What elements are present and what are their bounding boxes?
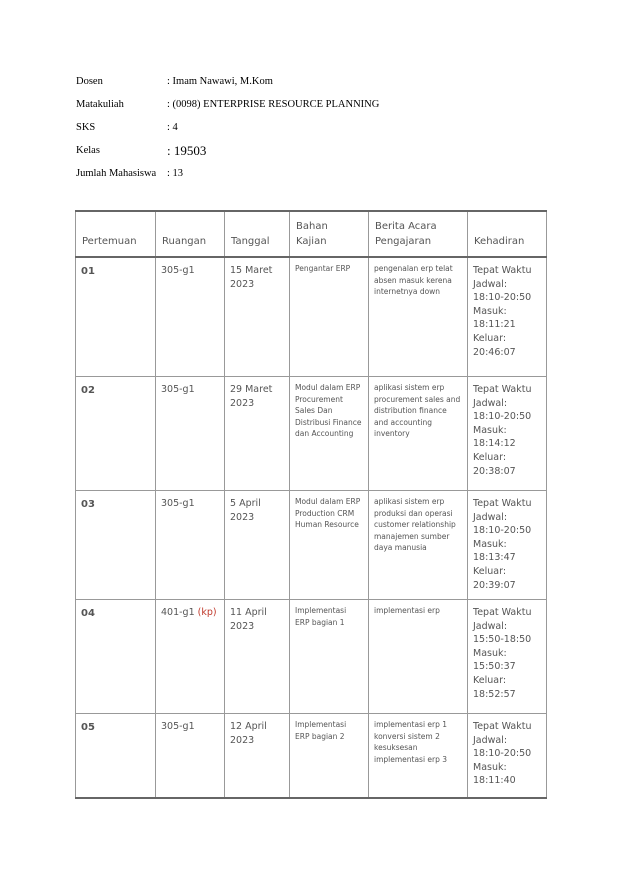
kehadiran-line: 18:10-20:50: [473, 525, 532, 537]
kehadiran-line: Jadwal:: [473, 620, 508, 632]
kehadiran-line: Keluar:: [473, 451, 507, 463]
kehadiran-line: 18:52:57: [473, 688, 516, 700]
cell-pertemuan: 02: [76, 377, 156, 491]
cell-tanggal: 12 April 2023: [225, 714, 290, 799]
cell-tanggal: 11 April 2023: [225, 600, 290, 714]
cell-bahan-kajian: Modul dalam ERP Procurement Sales Dan Distribusi Finance dan Accounting: [290, 377, 369, 491]
kehadiran-line: 18:11:40: [473, 775, 516, 787]
cell-ruangan: [156, 714, 225, 799]
info-label: Jumlah Mahasiswa: [76, 168, 157, 179]
cell-ruangan: [156, 600, 225, 714]
cell-berita-acara: aplikasi sistem erp procurement sales and distribution finance and accounting inventory: [369, 377, 468, 491]
kehadiran-line: Tepat Waktu: [473, 384, 532, 395]
cell-ruangan: [156, 491, 225, 600]
kehadiran-line: 20:38:07: [473, 465, 516, 477]
kehadiran-line: Keluar:: [473, 565, 507, 577]
kehadiran-line: Masuk:: [473, 305, 507, 317]
info-value: : (0098) ENTERPRISE RESOURCE PLANNING: [167, 99, 380, 110]
header-berita-acara: [369, 211, 468, 257]
header-line: Kajian: [296, 236, 327, 247]
header-kehadiran: Kehadiran: [468, 211, 547, 257]
cell-bahan-kajian: Modul dalam ERP Production CRM Human Resource: [290, 491, 369, 600]
header-line: Pengajaran: [375, 236, 432, 247]
attendance-table-wrapper: [75, 210, 546, 799]
ruangan-code: 305-g1: [161, 721, 195, 732]
info-value: : 19503: [167, 143, 207, 158]
header-bahan-kajian: [290, 211, 369, 257]
header-pertemuan: Pertemuan: [76, 211, 156, 257]
kehadiran-line: Masuk:: [473, 761, 507, 773]
cell-tanggal: 15 Maret 2023: [225, 257, 290, 377]
info-value: : 13: [167, 168, 184, 179]
cell-bahan-kajian: Implementasi ERP bagian 2: [290, 714, 369, 799]
cell-tanggal: 5 April 2023: [225, 491, 290, 600]
cell-pertemuan: 05: [76, 714, 156, 799]
kehadiran-line: 18:14:12: [473, 438, 516, 450]
kehadiran-line: 15:50-18:50: [473, 634, 532, 646]
kehadiran-line: Tepat Waktu: [473, 721, 532, 732]
cell-berita-acara: implementasi erp: [369, 600, 468, 714]
kehadiran-line: 18:11:21: [473, 319, 516, 331]
table-row: [76, 600, 547, 714]
ruangan-code: 305-g1: [161, 384, 195, 395]
info-label: Matakuliah: [76, 99, 124, 110]
table-row: [76, 377, 547, 491]
kehadiran-line: Jadwal:: [473, 511, 508, 523]
cell-kehadiran: [468, 377, 547, 491]
kehadiran-line: 18:10-20:50: [473, 292, 532, 304]
kehadiran-line: Jadwal:: [473, 397, 508, 409]
header-line: Berita Acara: [375, 221, 437, 232]
cell-kehadiran: [468, 257, 547, 377]
kehadiran-line: 18:13:47: [473, 552, 516, 564]
cell-berita-acara: aplikasi sistem erp produksi dan operasi customer relationship manajemen sumber daya manusia: [369, 491, 468, 600]
cell-pertemuan: 01: [76, 257, 156, 377]
cell-pertemuan: 03: [76, 491, 156, 600]
info-value: : 4: [167, 122, 178, 133]
kehadiran-line: 20:46:07: [473, 346, 516, 358]
kehadiran-line: Masuk:: [473, 647, 507, 659]
kehadiran-line: Jadwal:: [473, 278, 508, 290]
cell-kehadiran: [468, 714, 547, 799]
kehadiran-line: Keluar:: [473, 332, 507, 344]
table-header-row: [76, 211, 547, 257]
ruangan-note: (kp): [197, 607, 217, 618]
header-ruangan: Ruangan: [156, 211, 225, 257]
kehadiran-line: 18:10-20:50: [473, 748, 532, 760]
cell-kehadiran: [468, 600, 547, 714]
info-label: SKS: [76, 122, 96, 133]
cell-pertemuan: 04: [76, 600, 156, 714]
cell-ruangan: [156, 257, 225, 377]
cell-tanggal: 29 Maret 2023: [225, 377, 290, 491]
info-value: : Imam Nawawi, M.Kom: [167, 76, 273, 87]
cell-ruangan: [156, 377, 225, 491]
table-row: [76, 257, 547, 377]
header-tanggal: Tanggal: [225, 211, 290, 257]
info-label: Kelas: [76, 145, 100, 156]
kehadiran-line: Masuk:: [473, 538, 507, 550]
cell-berita-acara: pengenalan erp telat absen masuk kerena internetnya down: [369, 257, 468, 377]
kehadiran-line: Tepat Waktu: [473, 607, 532, 618]
info-label: Dosen: [76, 76, 103, 87]
kehadiran-line: Keluar:: [473, 674, 507, 686]
cell-berita-acara: implementasi erp 1 konversi sistem 2 kesuksesan implementasi erp 3: [369, 714, 468, 799]
cell-bahan-kajian: Implementasi ERP bagian 1: [290, 600, 369, 714]
kehadiran-line: Tepat Waktu: [473, 265, 532, 276]
cell-bahan-kajian: Pengantar ERP: [290, 257, 369, 377]
kehadiran-line: 18:10-20:50: [473, 411, 532, 423]
cell-kehadiran: [468, 491, 547, 600]
ruangan-code: 305-g1: [161, 265, 195, 276]
ruangan-code: 305-g1: [161, 498, 195, 509]
kehadiran-line: Jadwal:: [473, 734, 508, 746]
header-line: Bahan: [296, 221, 328, 232]
kehadiran-line: 20:39:07: [473, 579, 516, 591]
kehadiran-line: 15:50:37: [473, 661, 516, 673]
table-row: [76, 714, 547, 799]
ruangan-code: 401-g1: [161, 607, 195, 618]
attendance-table: [75, 210, 547, 799]
kehadiran-line: Tepat Waktu: [473, 498, 532, 509]
kehadiran-line: Masuk:: [473, 424, 507, 436]
table-row: [76, 491, 547, 600]
